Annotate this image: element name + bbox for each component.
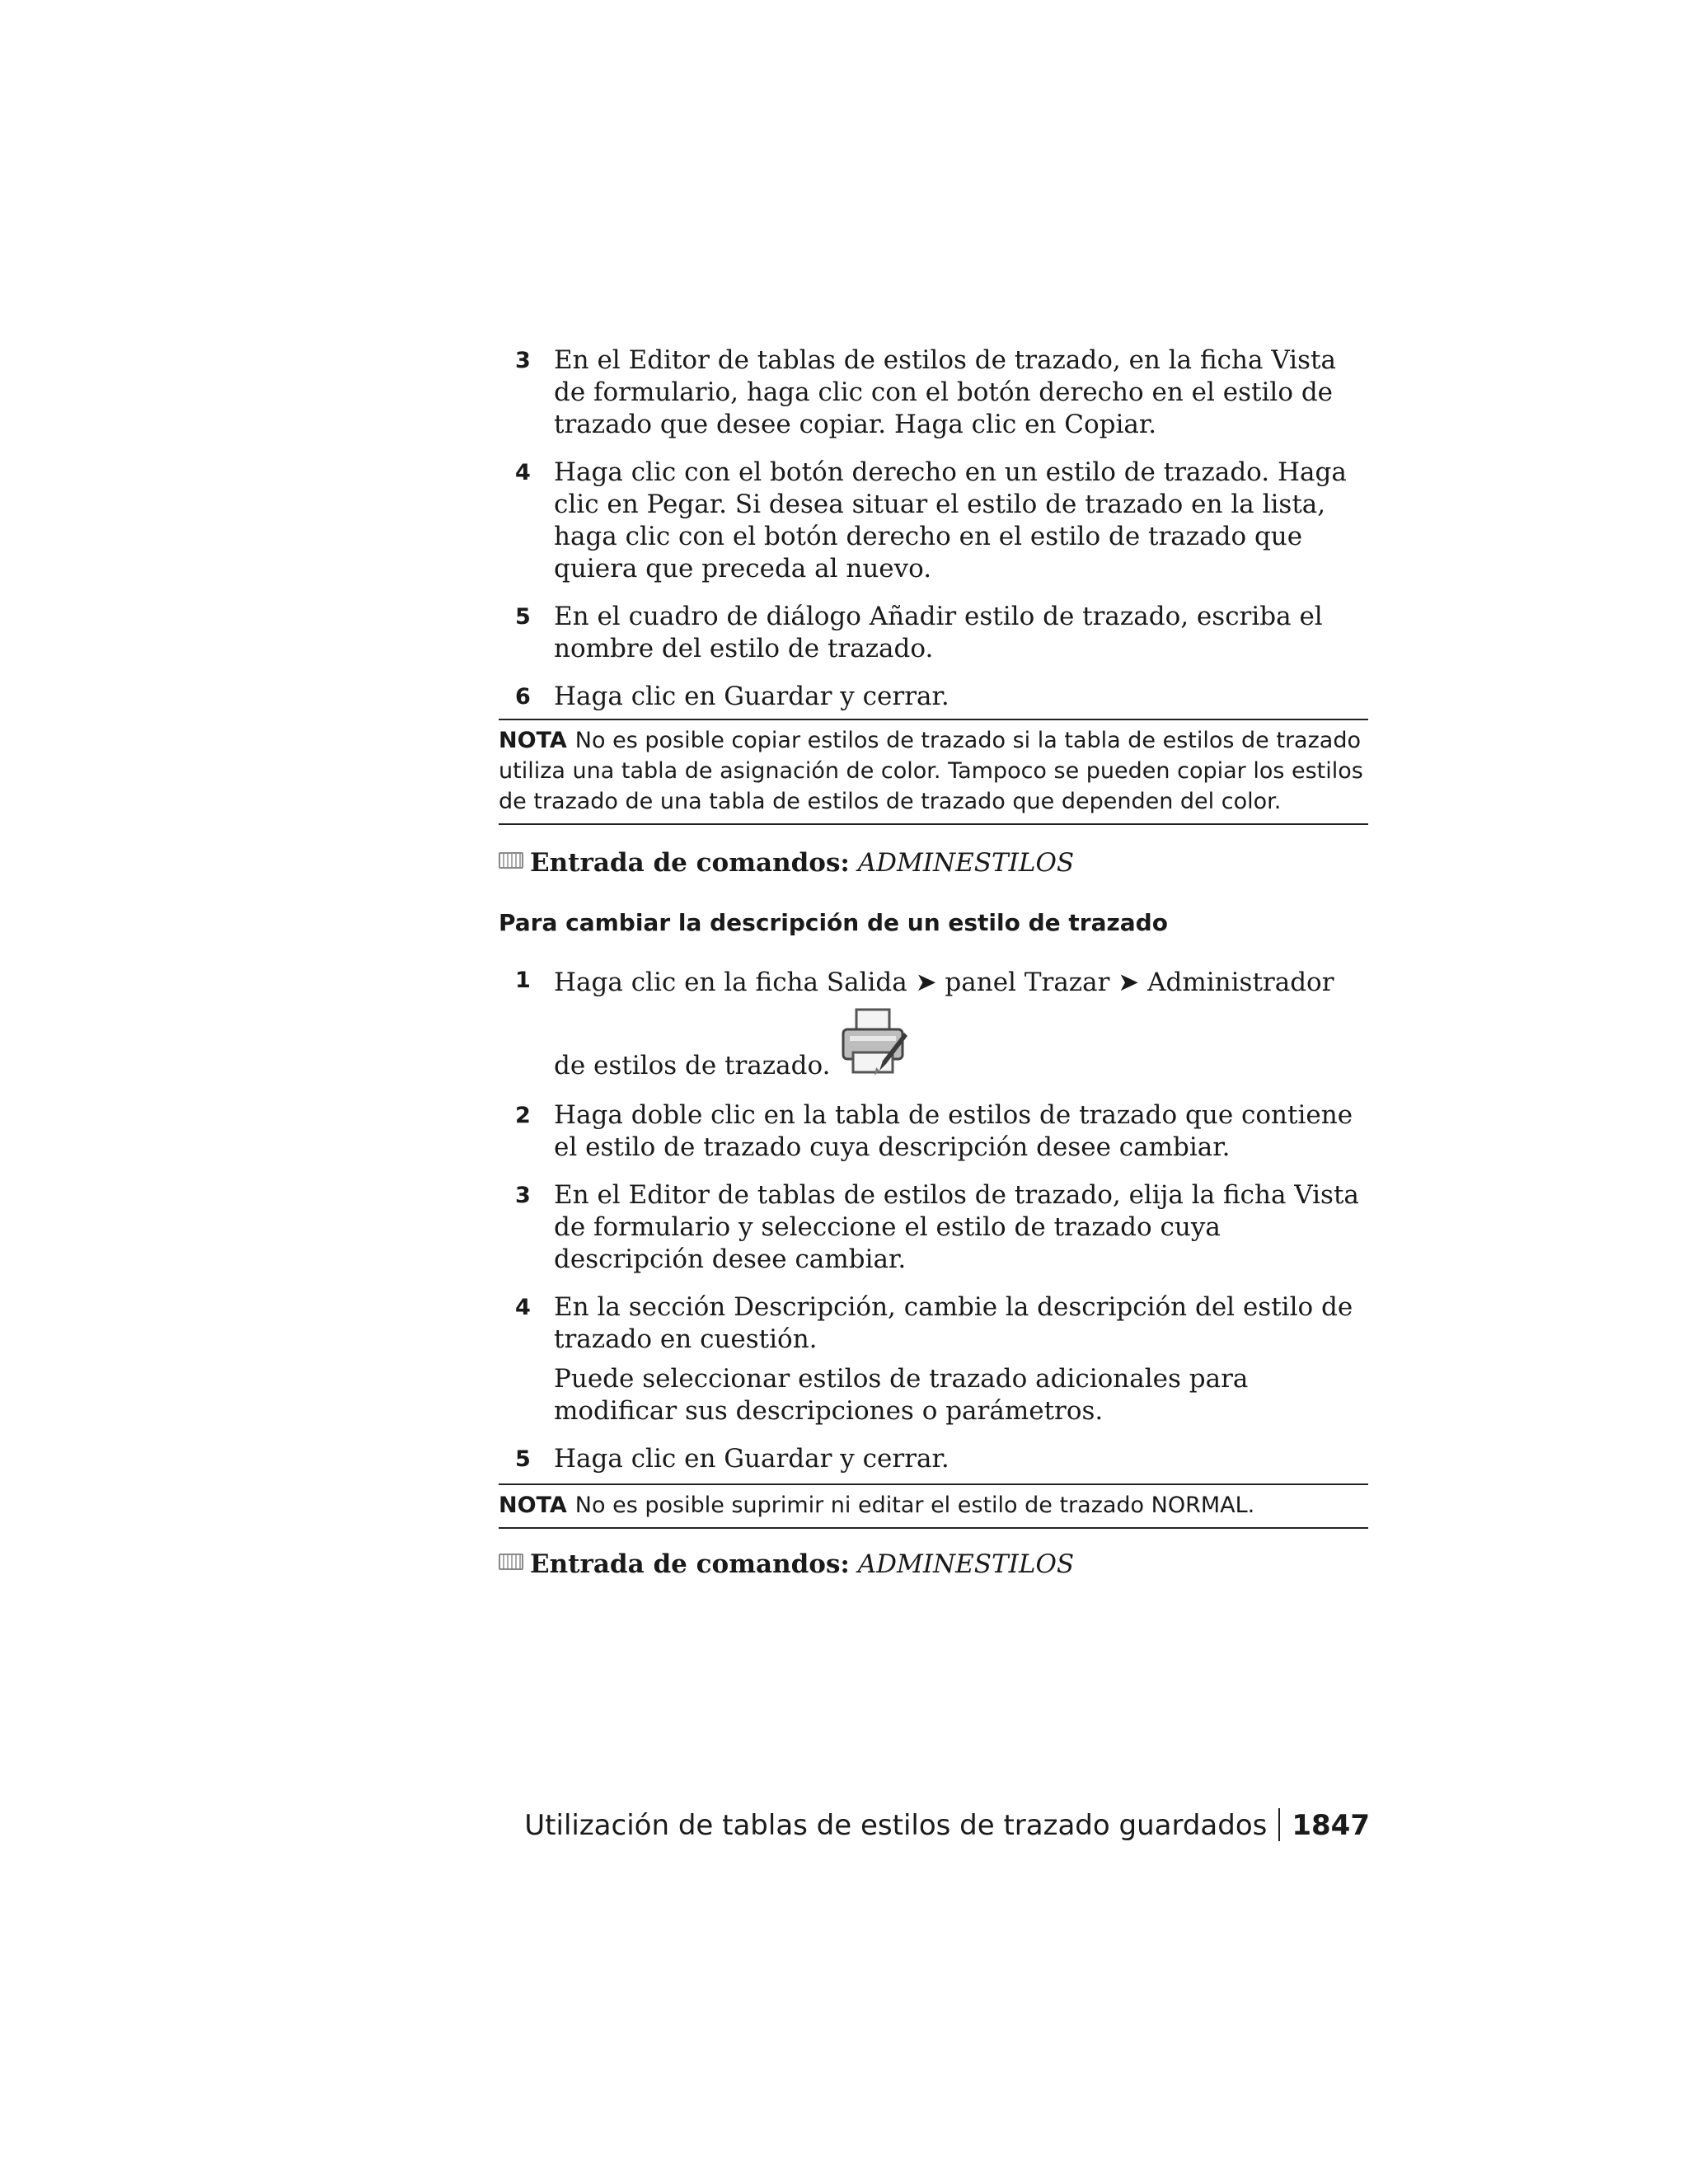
step-number: 5 [515,604,531,630]
step-item [499,344,1368,441]
step-item [499,457,1368,585]
command-entry [499,846,1368,879]
step-text: Haga clic en la ficha Salida ➤ panel Trazar ➤ Administrador de estilos de trazado. [554,968,1334,1080]
step-number: 2 [515,1103,531,1128]
step-text: Haga clic con el botón derecho en un estilo de trazado. Haga clic en Pegar. Si desea situar el estilo de trazado en la lista, haga clic con el botón derecho en el estilo de trazado que quiera que preceda al nuevo. [554,457,1347,583]
step-item [499,1179,1368,1276]
step-item [499,960,1368,1088]
step-extra-text: Puede seleccionar estilos de trazado adicionales para modificar sus descripciones o parámetros. [554,1364,1249,1426]
step-text: Haga doble clic en la tabla de estilos de trazado que contiene el estilo de trazado cuya descripción desee cambiar. [554,1100,1353,1162]
step-text: En la sección Descripción, cambie la descripción del estilo de trazado en cuestión. [554,1292,1353,1354]
command-label: Entrada de comandos: [530,1549,850,1579]
step-number: 3 [515,1183,531,1208]
step-number: 1 [515,968,531,993]
step-text: Haga clic en Guardar y cerrar. [554,1444,950,1474]
command-value: ADMINESTILOS [857,848,1075,878]
note-label: NOTA [499,728,567,753]
step-item [499,681,1368,713]
step-number: 4 [515,460,531,485]
step-text: Haga clic en Guardar y cerrar. [554,682,950,711]
note-text: No es posible copiar estilos de trazado si la tabla de estilos de trazado utiliza una tabla de asignación de color. Tampoco se pueden copiar los estilos de trazado de una tabla de estilos de trazado que dependen del color. [499,728,1363,814]
keyboard-icon [499,1554,523,1570]
step-text: En el cuadro de diálogo Añadir estilo de trazado, escriba el nombre del estilo de trazado. [554,602,1323,663]
footer-title: Utilización de tablas de estilos de trazado guardados [524,1809,1268,1842]
page-footer [495,1807,1370,1844]
procedure-heading: Para cambiar la descripción de un estilo de trazado [499,909,1168,936]
note-box [499,719,1368,825]
note-label: NOTA [499,1493,567,1518]
steps-list-copy [499,344,1368,713]
step-text: En el Editor de tablas de estilos de trazado, en la ficha Vista de formulario, haga clic con el botón derecho en el estilo de trazado que desee copiar. Haga clic en Copiar. [554,345,1336,439]
step-item [499,1443,1368,1475]
note-text: No es posible suprimir ni editar el estilo de trazado NORMAL. [574,1493,1255,1518]
footer-separator [1278,1808,1280,1841]
note-box [499,1483,1368,1529]
step-item [499,1291,1368,1427]
keyboard-icon [499,852,523,869]
step-number: 4 [515,1295,531,1320]
steps-list-description [499,960,1368,1475]
command-entry [499,1548,1368,1581]
plot-style-manager-icon [838,1005,912,1079]
step-number: 6 [515,684,531,710]
command-value: ADMINESTILOS [857,1549,1075,1579]
step-number: 3 [515,348,531,373]
step-item [499,1099,1368,1164]
command-label: Entrada de comandos: [530,848,850,878]
page-number: 1847 [1292,1809,1370,1842]
step-number: 5 [515,1446,531,1472]
step-text: En el Editor de tablas de estilos de trazado, elija la ficha Vista de formulario y seleccione el estilo de trazado cuya descripción desee cambiar. [554,1180,1359,1274]
step-item [499,601,1368,665]
